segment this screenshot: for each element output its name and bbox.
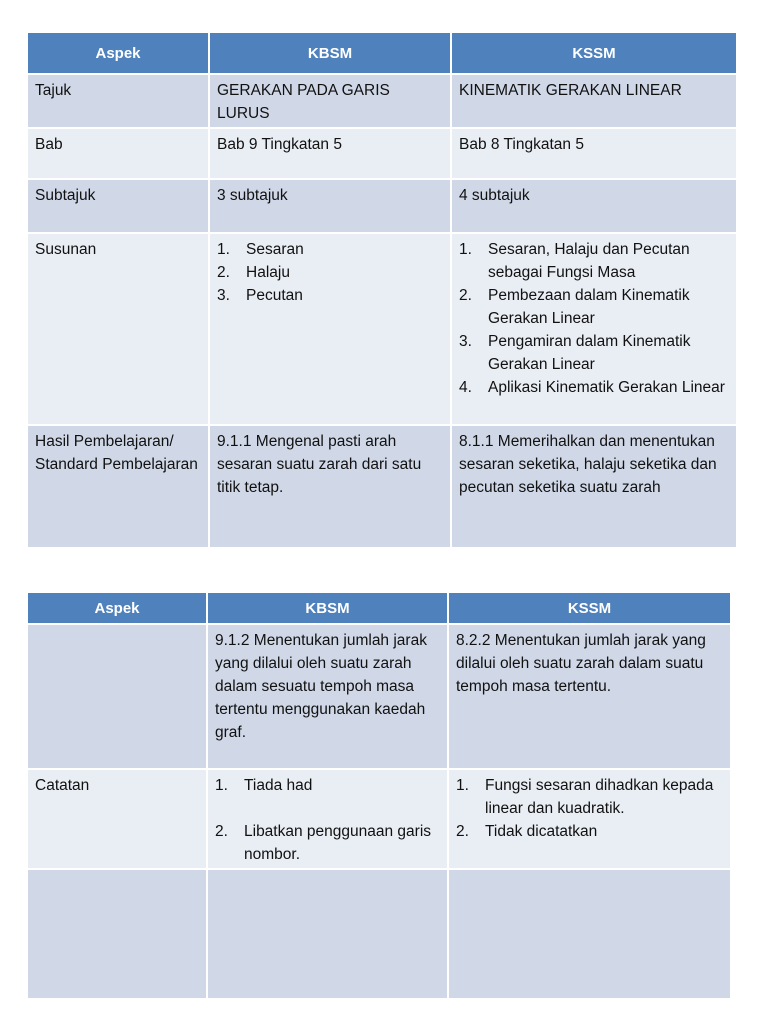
- table-row-susunan: [27, 233, 737, 425]
- cell-kbsm: [207, 769, 448, 869]
- list-item: 1. Tiada had: [215, 777, 313, 794]
- list-item: 2. Halaju: [217, 264, 290, 281]
- cell-kssm: [448, 869, 731, 999]
- cell-kssm: 8.1.1 Memerihalkan dan menentukan sesaran seketika, halaju seketika dan pecutan seketika suatu zarah: [451, 425, 737, 548]
- table-row-hasil: [27, 425, 737, 548]
- header-kssm: KSSM: [451, 32, 737, 74]
- list-item: 1. Sesaran, Halaju dan Pecutan sebagai Fungsi Masa: [459, 241, 690, 281]
- table-header-row: [27, 592, 731, 624]
- cell-kbsm: Bab 9 Tingkatan 5: [209, 128, 451, 179]
- table-row-bab: [27, 128, 737, 179]
- cell-kbsm: 3 subtajuk: [209, 179, 451, 233]
- cell-aspek: Bab: [27, 128, 209, 179]
- kssm-susunan-list: [459, 238, 730, 399]
- list-item: 3. Pecutan: [217, 287, 303, 304]
- cell-kbsm: [207, 869, 448, 999]
- table-row-continued: [27, 624, 731, 769]
- cell-kssm: Bab 8 Tingkatan 5: [451, 128, 737, 179]
- list-item: 4. Aplikasi Kinematik Gerakan Linear: [459, 379, 725, 396]
- cell-aspek: [27, 869, 207, 999]
- cell-kssm: [451, 233, 737, 425]
- cell-aspek: Hasil Pembelajaran/ Standard Pembelajaran: [27, 425, 209, 548]
- header-kssm: KSSM: [448, 592, 731, 624]
- header-kbsm: KBSM: [207, 592, 448, 624]
- cell-kbsm: 9.1.2 Menentukan jumlah jarak yang dilalui oleh suatu zarah dalam sesuatu tempoh masa tertentu menggunakan kaedah graf.: [207, 624, 448, 769]
- kssm-catatan-list: [456, 774, 724, 843]
- table-row-tajuk: [27, 74, 737, 128]
- list-item: 2. Libatkan penggunaan garis nombor.: [215, 823, 432, 863]
- cell-aspek: Catatan: [27, 769, 207, 869]
- cell-kssm: [448, 769, 731, 869]
- list-item: 2. Pembezaan dalam Kinematik Gerakan Linear: [459, 287, 690, 327]
- cell-aspek: [27, 624, 207, 769]
- table-row-empty: [27, 869, 731, 999]
- cell-aspek: Subtajuk: [27, 179, 209, 233]
- cell-kssm: KINEMATIK GERAKAN LINEAR: [451, 74, 737, 128]
- cell-aspek: Susunan: [27, 233, 209, 425]
- comparison-table-1: [26, 31, 738, 549]
- list-item: 3. Pengamiran dalam Kinematik Gerakan Linear: [459, 333, 691, 373]
- cell-kbsm: [209, 233, 451, 425]
- header-kbsm: KBSM: [209, 32, 451, 74]
- cell-kssm: 4 subtajuk: [451, 179, 737, 233]
- comparison-table-2: [26, 591, 732, 1000]
- cell-kbsm: GERAKAN PADA GARIS LURUS: [209, 74, 451, 128]
- cell-kbsm: 9.1.1 Mengenal pasti arah sesaran suatu zarah dari satu titik tetap.: [209, 425, 451, 548]
- list-item: 1. Fungsi sesaran dihadkan kepada linear dan kuadratik.: [456, 777, 714, 817]
- header-aspek: Aspek: [27, 592, 207, 624]
- table-row-catatan: [27, 769, 731, 869]
- header-aspek: Aspek: [27, 32, 209, 74]
- list-item: 2. Tidak dicatatkan: [456, 823, 598, 840]
- table-header-row: [27, 32, 737, 74]
- list-item: 1. Sesaran: [217, 241, 304, 258]
- kbsm-catatan-list: [215, 774, 441, 866]
- cell-aspek: Tajuk: [27, 74, 209, 128]
- cell-kssm: 8.2.2 Menentukan jumlah jarak yang dilalui oleh suatu zarah dalam suatu tempoh masa tertentu.: [448, 624, 731, 769]
- table-row-subtajuk: [27, 179, 737, 233]
- kbsm-susunan-list: [217, 238, 444, 307]
- list-spacer: [215, 797, 441, 820]
